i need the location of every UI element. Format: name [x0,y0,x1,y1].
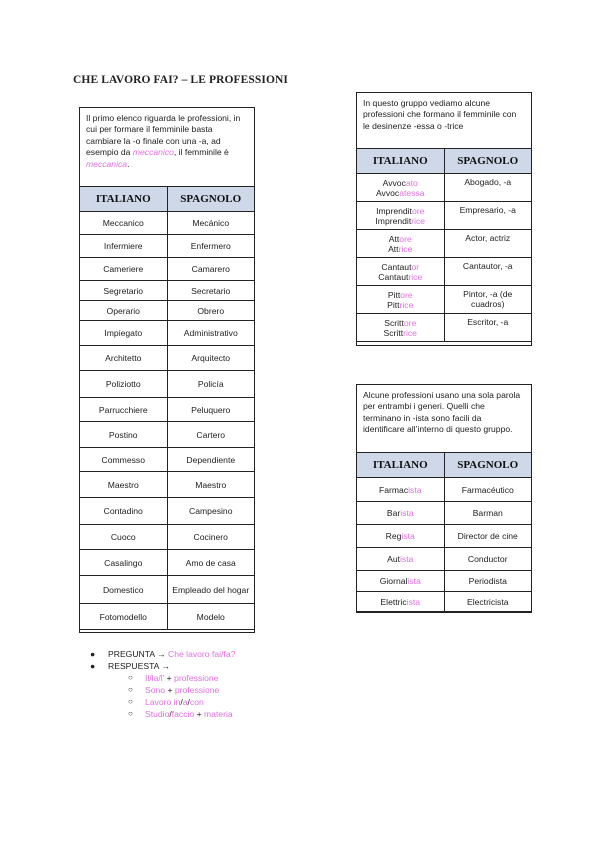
cell-spagnolo: Actor, actriz [444,230,532,258]
cell-italiano: Farmacista [357,478,445,502]
cell-spagnolo: Periodista [444,571,532,592]
col-spagnolo: SPAGNOLO [444,149,532,174]
table-essa-trice [356,148,532,342]
cell-italiano: Cuoco [80,525,168,550]
col-italiano: ITALIANO [80,187,168,212]
cell-spagnolo: Barman [444,502,532,525]
table-row [357,314,532,342]
cell-italiano: Commesso [80,448,168,472]
table-row [357,202,532,230]
cell-spagnolo: Conductor [444,548,532,571]
cell-italiano: Imprenditore Imprenditrice [357,202,445,230]
col-italiano: ITALIANO [357,149,445,174]
cell-italiano: Fotomodello [80,604,168,630]
bullet-icon: ● [90,661,96,671]
cell-italiano: Architetto [80,346,168,371]
col-italiano: ITALIANO [357,453,445,478]
cell-spagnolo: Mecánico [167,212,255,235]
table-row [80,448,255,472]
table-row [80,235,255,258]
box-regular-professions [79,107,255,633]
cell-spagnolo: Cartero [167,422,255,448]
cell-spagnolo: Pintor, -a (de cuadros) [444,286,532,314]
cell-spagnolo: Empresario, -a [444,202,532,230]
table-row [80,281,255,301]
table-row [80,422,255,448]
table-ista [356,452,532,613]
cell-italiano: Attore Attrice [357,230,445,258]
table-row [357,571,532,592]
table-row [80,525,255,550]
table-regular [79,186,255,630]
box1-intro: Il primo elenco riguarda le professioni, in cui per formare il femminile basta cambiare la -o finale con una -a, ad esempio da meccanico, il femminile è meccanica. [86,113,241,169]
list-item: ○ Lavoro in/a/con [128,697,204,707]
cell-spagnolo: Obrero [167,301,255,321]
table-row [357,174,532,202]
table-row [80,371,255,398]
question-answer-list [90,648,235,720]
cell-spagnolo: Secretario [167,281,255,301]
box-essa-trice [356,92,532,346]
cell-spagnolo: Administrativo [167,321,255,346]
table-row [357,478,532,502]
cell-italiano: Giornalista [357,571,445,592]
cell-spagnolo: Enfermero [167,235,255,258]
cell-spagnolo: Maestro [167,472,255,498]
cell-italiano: Elettricista [357,592,445,613]
cell-spagnolo: Farmacéutico [444,478,532,502]
cell-italiano: Barista [357,502,445,525]
box3-intro: Alcune professioni usano una sola parola per entrambi i generi. Quelli che terminano in -ista sono facili da identificare all’interno di questo gruppo. [363,390,521,435]
cell-spagnolo: Electricista [444,592,532,613]
table-row [80,258,255,281]
cell-italiano: Contadino [80,498,168,525]
cell-spagnolo: Cocinero [167,525,255,550]
table-row [357,230,532,258]
cell-spagnolo: Amo de casa [167,550,255,576]
cell-spagnolo: Empleado del hogar [167,576,255,604]
table-row [357,286,532,314]
table-row [80,604,255,630]
cell-spagnolo: Dependiente [167,448,255,472]
col-spagnolo: SPAGNOLO [444,453,532,478]
circle-bullet-icon: ○ [128,709,133,718]
table-row [357,258,532,286]
cell-spagnolo: Abogado, -a [444,174,532,202]
cell-spagnolo: Campesino [167,498,255,525]
cell-spagnolo: Director de cine [444,525,532,548]
cell-spagnolo: Peluquero [167,398,255,422]
cell-spagnolo: Policía [167,371,255,398]
table-row [80,301,255,321]
cell-italiano: Cantautor Cantautrice [357,258,445,286]
table-row [80,346,255,371]
cell-italiano: Meccanico [80,212,168,235]
cell-italiano: Pittore Pittrice [357,286,445,314]
cell-spagnolo: Cantautor, -a [444,258,532,286]
bullet-icon: ● [90,649,96,659]
cell-italiano: Regista [357,525,445,548]
page-title: CHE LAVORO FAI? – LE PROFESSIONI [73,74,289,86]
cell-italiano: Segretario [80,281,168,301]
box-ista [356,384,532,612]
box2-intro: In questo gruppo vediamo alcune professioni che formano il femminile con le desinenze -essa o -trice [363,98,517,131]
table-row [357,525,532,548]
cell-spagnolo: Arquitecto [167,346,255,371]
list-item: ○ Studio/faccio + materia [128,709,233,719]
cell-italiano: Parrucchiere [80,398,168,422]
table-row [80,550,255,576]
example-feminine: meccanica [86,158,128,169]
cell-italiano: Maestro [80,472,168,498]
example-masculine: meccanico [132,147,174,158]
cell-italiano: Avvocato Avvocatessa [357,174,445,202]
list-item: ○ Il/la/l’ + professione [128,673,219,683]
table-row [80,321,255,346]
cell-italiano: Poliziotto [80,371,168,398]
table-row [80,472,255,498]
cell-italiano: Casalingo [80,550,168,576]
table-row [80,576,255,604]
list-item: ○ Sono + professione [128,685,220,695]
circle-bullet-icon: ○ [128,697,133,706]
cell-spagnolo: Camarero [167,258,255,281]
cell-spagnolo: Escritor, -a [444,314,532,342]
table-row [357,592,532,613]
col-spagnolo: SPAGNOLO [167,187,255,212]
table-row [80,498,255,525]
cell-italiano: Domestico [80,576,168,604]
table-row [357,502,532,525]
circle-bullet-icon: ○ [128,673,133,682]
cell-spagnolo: Modelo [167,604,255,630]
cell-italiano: Cameriere [80,258,168,281]
circle-bullet-icon: ○ [128,685,133,694]
cell-italiano: Impiegato [80,321,168,346]
cell-italiano: Infermiere [80,235,168,258]
list-item: ● RESPUESTA → [90,661,170,671]
cell-italiano: Postino [80,422,168,448]
list-item: ● PREGUNTA → Che lavoro fai/fa? [90,649,236,659]
cell-italiano: Operario [80,301,168,321]
table-row [80,398,255,422]
table-row [80,212,255,235]
cell-italiano: Autista [357,548,445,571]
table-row [357,548,532,571]
cell-italiano: Scrittore Scrittrice [357,314,445,342]
